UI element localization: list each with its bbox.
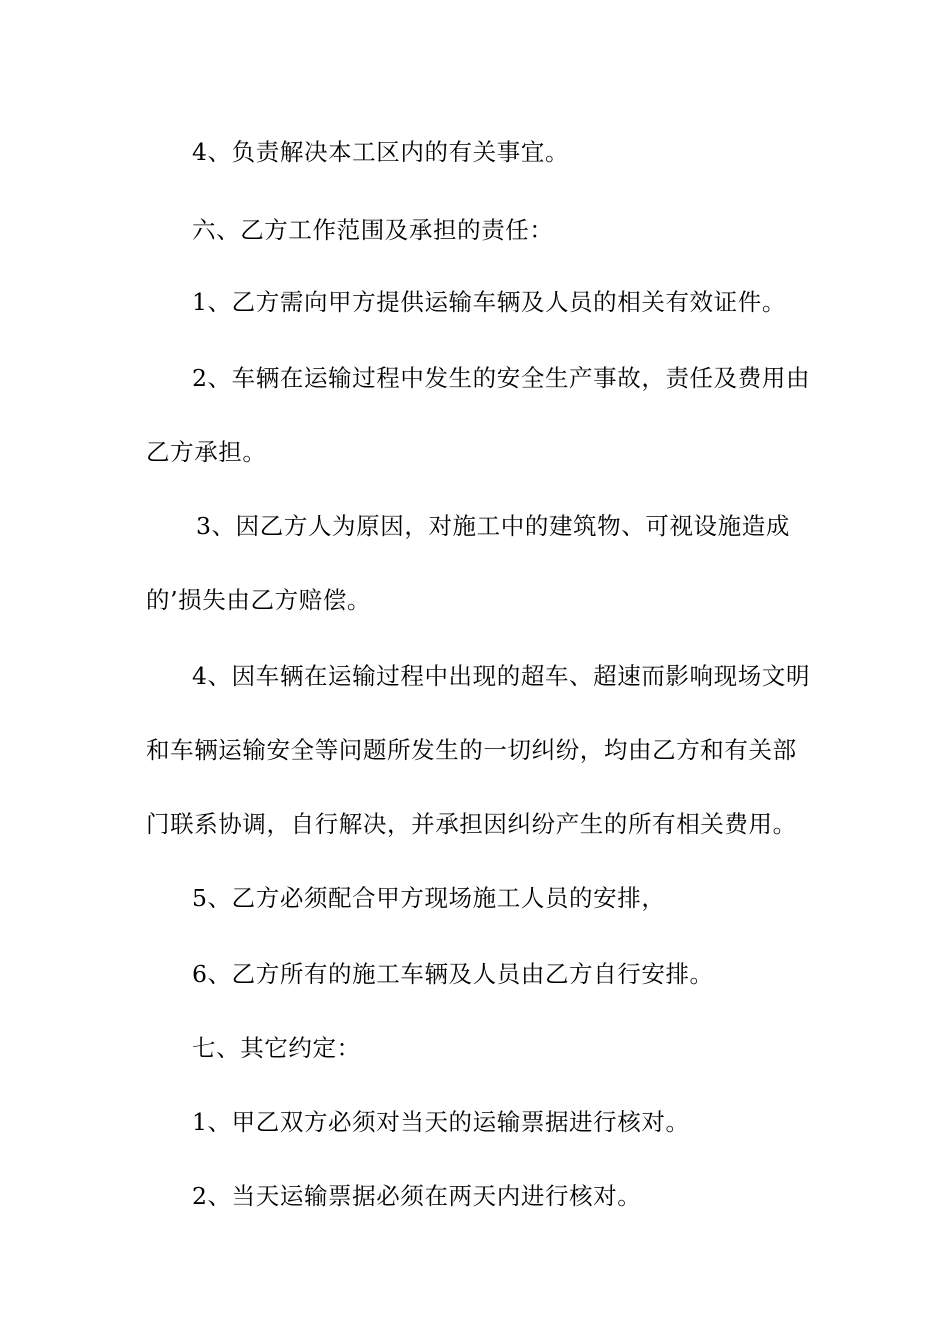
section-heading: 六、乙方工作范围及承担的责任：	[192, 216, 554, 244]
clause-line: 3、因乙方人为原因，对施工中的建筑物、可视设施造成	[196, 512, 790, 540]
clause-line: 4、因车辆在运输过程中出现的超车、超速而影响现场文明	[192, 662, 811, 690]
clause-line: 5、乙方必须配合甲方现场施工人员的安排，	[192, 884, 666, 912]
clause-line: 1、甲乙双方必须对当天的运输票据进行核对。	[192, 1108, 690, 1136]
clause-line: 6、乙方所有的施工车辆及人员由乙方自行安排。	[192, 960, 714, 988]
clause-line: 2、车辆在运输过程中发生的安全生产事故，责任及费用由	[192, 364, 811, 392]
clause-line-continued: 乙方承担。	[146, 438, 267, 466]
clause-line-continued: 和车辆运输安全等问题所发生的一切纠纷，均由乙方和有关部	[146, 736, 797, 764]
clause-line: 1、乙方需向甲方提供运输车辆及人员的相关有效证件。	[192, 288, 786, 316]
clause-line: 2、当天运输票据必须在两天内进行核对。	[192, 1182, 642, 1210]
clause-line: 4、负责解决本工区内的有关事宜。	[192, 138, 570, 166]
clause-line-continued: 门联系协调，自行解决，并承担因纠纷产生的所有相关费用。	[146, 810, 797, 838]
section-heading: 七、其它约定：	[192, 1034, 361, 1062]
clause-line-continued: 的’损失由乙方赔偿。	[146, 586, 371, 614]
